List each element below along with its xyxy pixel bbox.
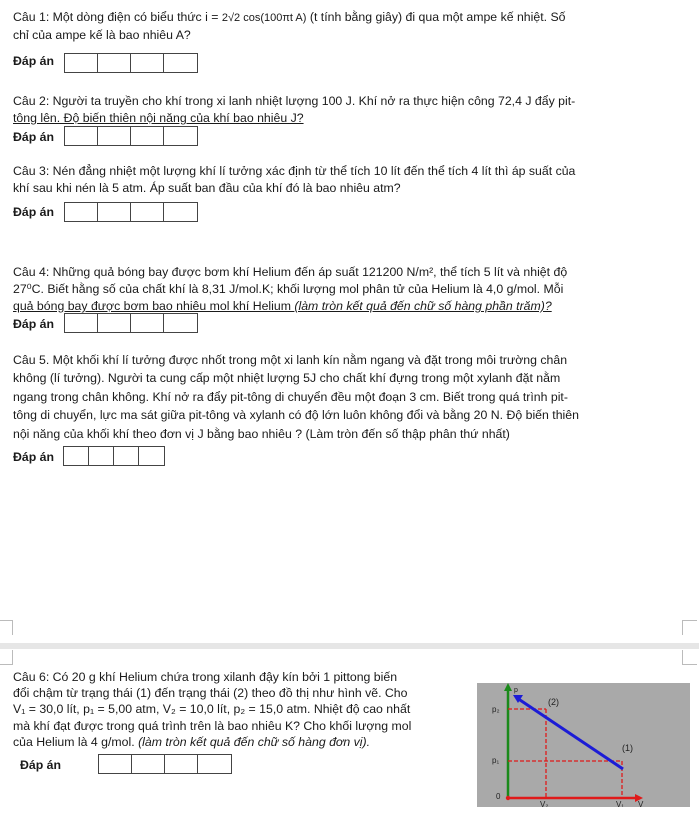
question-3	[13, 163, 575, 197]
question-5	[13, 351, 579, 443]
answer-boxes-2[interactable]	[64, 126, 198, 146]
answer-boxes-4[interactable]	[64, 313, 198, 333]
page-corner-top-left	[0, 620, 13, 635]
q6-line2: đổi chậm từ trạng thái (1) đến trạng thái (2) theo đồ thị như hình vẽ. Cho	[13, 686, 408, 701]
q1-line2: chỉ của ampe kế là bao nhiêu A?	[13, 28, 191, 42]
q6-line5: của Helium là 4 g/mol.	[13, 734, 139, 749]
q4-line1: Câu 4: Những quả bóng bay được bơm khí Helium đến áp suất 121200 N/m², thể tích 5 lít và nhiệt độ	[13, 265, 568, 279]
answer-label-3: Đáp án	[13, 205, 54, 219]
label-p2: p₂	[492, 705, 500, 714]
label-state2: (2)	[548, 697, 559, 707]
q6-line5-italic: (làm tròn kết quả đến chữ số hàng đơn vị).	[138, 734, 370, 749]
label-v: V	[638, 800, 644, 807]
answer-label-5: Đáp án	[13, 450, 54, 464]
q2-line2: tông lên. Độ biến thiên nội năng của khí bao nhiêu J?	[13, 111, 304, 125]
q5-line3: ngang trong chân không. Khí nở ra đẩy pit-tông di chuyển đều một đoạn 3 cm. Biết trong quá trình pit-	[13, 389, 568, 404]
label-state1: (1)	[622, 743, 633, 753]
q3-line1: Câu 3: Nén đẳng nhiệt một lượng khí lí tưởng xác định từ thể tích 10 lít đến thể tích 4 lít thì áp suất của	[13, 164, 576, 178]
question-6	[13, 669, 483, 750]
origin-dot	[506, 796, 510, 800]
q6-line3: V₁ = 30,0 lít, p₁ = 5,00 atm, V₂ = 10,0 lít, p₂ = 15,0 atm. Nhiệt độ cao nhất	[13, 702, 411, 717]
answer-label-2: Đáp án	[13, 130, 54, 144]
question-2	[13, 93, 575, 127]
q1-formula: 2√2 cos(100πt A)	[221, 12, 307, 24]
q4-line2: 27⁰C. Biết hằng số của chất khí là 8,31 J/mol.K; khối lượng mol phân tử của Helium là 4,0 g/mol. Mỗi	[13, 282, 564, 296]
q5-line2: không (lí tưởng). Người ta cung cấp một nhiệt lượng 5J cho chất khí đựng trong một xylanh đặt nằm	[13, 371, 561, 386]
label-p1: p₁	[492, 756, 500, 765]
q5-line4: tông di chuyển, lực ma sát giữa pit-tông và xylanh có độ lớn luôn không đổi và bằng 20 N. Độ biến thiên	[13, 408, 579, 423]
pv-graph	[477, 683, 690, 807]
question-1	[13, 9, 566, 44]
page-corner-bottom-right	[682, 650, 697, 665]
label-v1: V₁	[616, 800, 625, 807]
page-corner-top-right	[682, 620, 697, 635]
answer-boxes-1[interactable]	[64, 53, 198, 73]
q4-line3-italic: (làm tròn kết quả đến chữ số hàng phần trăm)?	[294, 299, 552, 313]
answer-label-1: Đáp án	[13, 54, 54, 68]
question-4	[13, 264, 567, 315]
q1-text-cont: (t tính bằng giây) đi qua một ampe kế nhiệt. Số	[306, 10, 566, 24]
answer-boxes-3[interactable]	[64, 202, 198, 222]
q5-line5: nội năng của khối khí theo đơn vị J bằng bao nhiêu ? (Làm tròn đến số thập phân thứ nhất)	[13, 426, 510, 441]
q5-line1: Câu 5. Một khối khí lí tưởng được nhốt trong một xi lanh kín nằm ngang và đặt trong môi trường chân	[13, 353, 568, 367]
q3-line2: khí sau khi nén là 5 atm. Áp suất ban đầu của khí đó là bao nhiêu atm?	[13, 181, 401, 195]
page-divider	[0, 643, 699, 649]
q4-line3: quả bóng bay được bơm bao nhiêu mol khí Helium	[13, 299, 295, 313]
answer-boxes-5[interactable]	[63, 446, 165, 466]
q1-text: Câu 1: Một dòng điện có biểu thức i =	[13, 10, 222, 24]
answer-label-6: Đáp án	[20, 758, 61, 772]
q2-line1: Câu 2: Người ta truyền cho khí trong xi lanh nhiệt lượng 100 J. Khí nở ra thực hiện công 72,4 J đẩy pit-	[13, 94, 576, 108]
label-p: p	[514, 687, 518, 694]
answer-label-4: Đáp án	[13, 317, 54, 331]
q6-line1: Câu 6: Có 20 g khí Helium chứa trong xilanh đậy kín bởi 1 pittong biến	[13, 670, 398, 684]
label-o: 0	[496, 792, 501, 801]
label-v2: V₂	[540, 800, 549, 807]
q6-line4: mà khí đạt được trong quá trình trên là bao nhiêu K? Cho khối lượng mol	[13, 718, 412, 733]
answer-boxes-6[interactable]	[98, 754, 232, 774]
page-corner-bottom-left	[0, 650, 13, 665]
